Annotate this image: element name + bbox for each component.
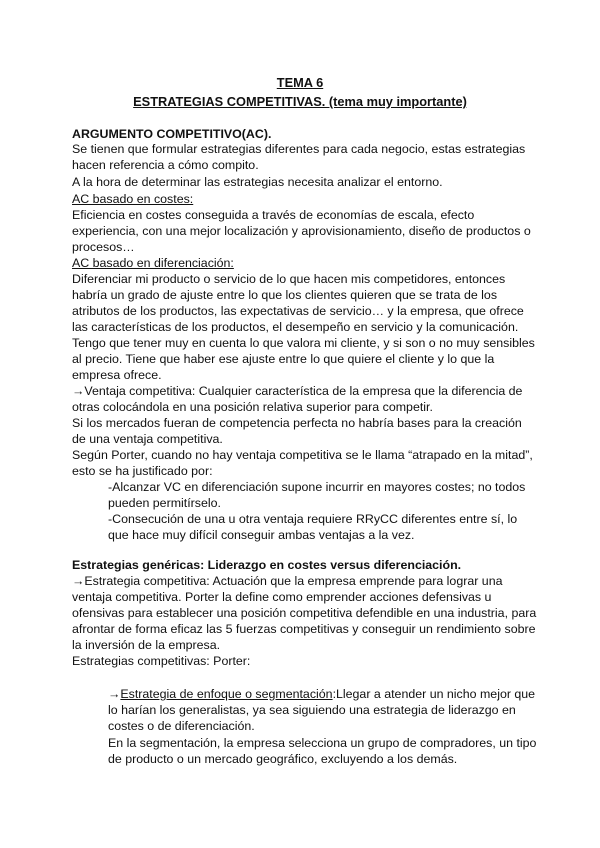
paragraph-line: al precio. Tiene que haber ese ajuste entre lo que quiere el cliente y lo que la: [72, 352, 495, 366]
paragraph-line: Estrategias competitivas: Porter:: [72, 654, 251, 668]
paragraph-line: experiencia, con una mejor localización y aprovisionamiento, diseño de productos o: [72, 224, 531, 238]
paragraph-line: A la hora de determinar las estrategias necesita analizar el entorno.: [72, 175, 443, 189]
subheading-diferenciacion: AC basado en diferenciación:: [72, 256, 234, 270]
arrow-icon: →: [108, 687, 121, 701]
paragraph-line: ofensivas para establecer una posición competitiva defendible en una industria, para: [72, 606, 537, 620]
indented-line: costes o de diferenciación.: [108, 719, 255, 733]
paragraph-line: Tengo que tener muy en cuenta lo que valora mi cliente, y si son o no muy sensibles: [72, 336, 535, 350]
enfoque-term: Estrategia de enfoque o segmentación: [120, 687, 333, 701]
section-heading-genericas: Estrategias genéricas: Liderazgo en costes versus diferenciación.: [72, 558, 462, 572]
paragraph-line: atributos de los productos, las expectativas de servicio… y la empresa, que ofrece: [72, 304, 524, 318]
paragraph-line: Se tienen que formular estrategias diferentes para cada negocio, estas estrategias: [72, 142, 526, 156]
paragraph-line: Eficiencia en costes conseguida a través de economías de escala, efecto: [72, 208, 475, 222]
indented-line: pueden permitírselo.: [108, 496, 221, 510]
subheading-costes: AC basado en costes:: [72, 192, 194, 206]
indented-line: lo harían los generalistas, ya sea siguiendo una estrategia de liderazgo en: [108, 703, 516, 717]
paragraph-line: hacen referencia a cómo compito.: [72, 158, 259, 172]
enfoque-definition: :Llegar a atender un nicho mejor que: [332, 687, 536, 701]
paragraph-line: esto se ha justificado por:: [72, 464, 213, 478]
indented-line: -Consecución de una u otra ventaja requiere RRyCC diferentes entre sí, lo: [108, 512, 518, 526]
section-heading-argumento: ARGUMENTO COMPETITIVO(AC).: [72, 127, 272, 141]
paragraph-line: afrontar de forma eficaz las 5 fuerzas competitivas y conseguir un rendimiento sobre: [72, 622, 536, 636]
paragraph-line: empresa ofrece.: [72, 368, 162, 382]
paragraph-line: otras colocándola en una posición relativa superior para competir.: [72, 400, 433, 414]
indented-line: que hace muy difícil conseguir ambas ventajas a la vez.: [108, 528, 415, 542]
paragraph-line: →Estrategia competitiva: Actuación que la empresa emprende para lograr una: [72, 574, 503, 588]
enfoque-line: [108, 686, 535, 703]
paragraph-line: procesos…: [72, 240, 135, 254]
paragraph-line: ventaja competitiva. Porter la define como emprender acciones defensivas u: [72, 590, 492, 604]
paragraph-line: Según Porter, cuando no hay ventaja competitiva se le llama “atrapado en la mitad”,: [72, 448, 533, 462]
indented-line: de producto o un mercado geográfico, excluyendo a los demás.: [108, 752, 458, 766]
paragraph-line: Si los mercados fueran de competencia perfecta no habría bases para la creación: [72, 416, 522, 430]
page-title: TEMA 6: [276, 75, 324, 90]
indented-line: -Alcanzar VC en diferenciación supone incurrir en mayores costes; no todos: [108, 480, 526, 494]
paragraph-line: →Ventaja competitiva: Cualquier característica de la empresa que la diferencia de: [72, 384, 523, 398]
paragraph-line: habría un grado de ajuste entre lo que los clientes quieren que se trata de los: [72, 288, 498, 302]
indented-line: En la segmentación, la empresa selecciona un grupo de compradores, un tipo: [108, 736, 537, 750]
paragraph-line: la inversión de la empresa.: [72, 638, 221, 652]
paragraph-line: Diferenciar mi producto o servicio de lo que hacen mis competidores, entonces: [72, 272, 506, 286]
paragraph-line: de una ventaja competitiva.: [72, 432, 223, 446]
page-subtitle: ESTRATEGIAS COMPETITIVAS. (tema muy importante): [133, 94, 467, 109]
paragraph-line: las características de los productos, el desempeño en servicio y la comunicación.: [72, 320, 519, 334]
